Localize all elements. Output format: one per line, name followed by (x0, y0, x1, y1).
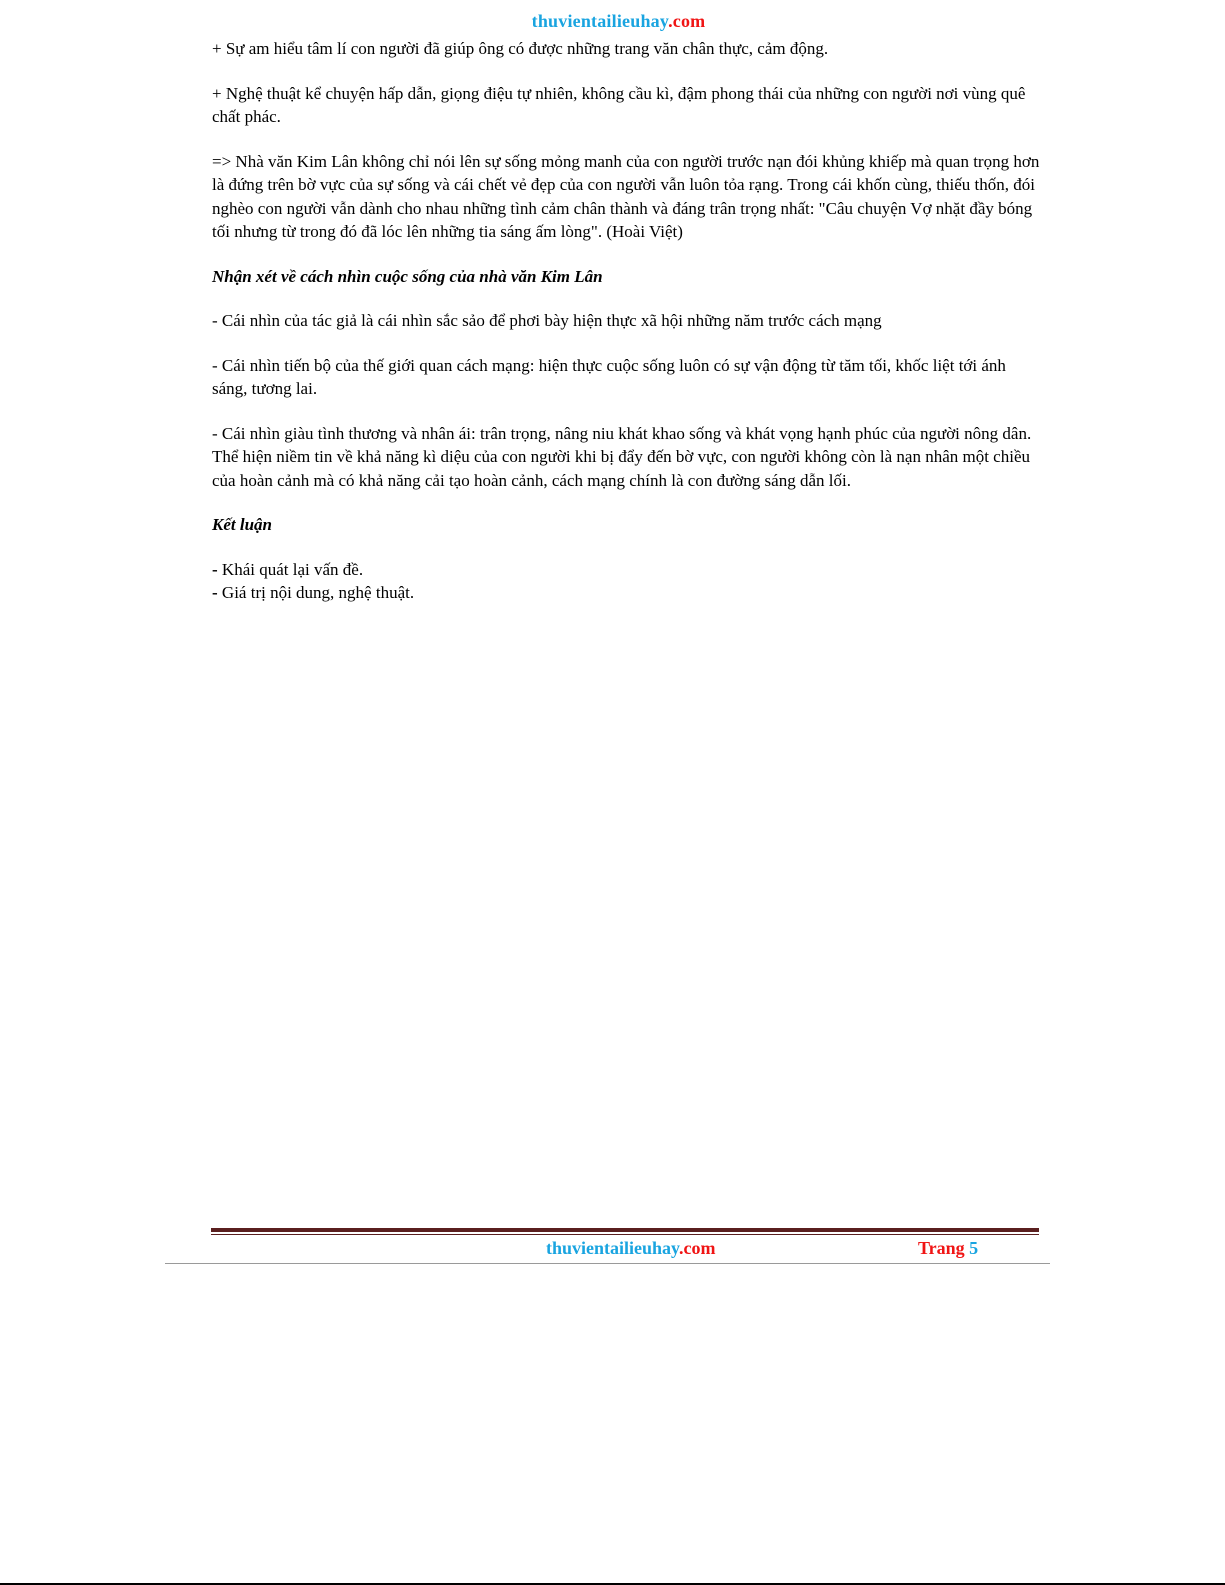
page-number-label (918, 1238, 978, 1259)
footer-divider (211, 1228, 1039, 1235)
document-body (212, 37, 1042, 605)
section-heading-conclusion: Kết luận (212, 515, 272, 534)
footer-divider-thick (211, 1228, 1039, 1232)
paragraph-perspective-sharp: - Cái nhìn của tác giả là cái nhìn sắc sảo để phơi bày hiện thực xã hội những năm trước cách mạng (212, 311, 882, 330)
page-label: Trang (918, 1238, 970, 1258)
conclusion-item (212, 558, 1042, 582)
conclusion-item-text: Khái quát lại vấn đề. (217, 559, 364, 579)
page-bottom-edge (165, 1263, 1050, 1264)
paragraph-summary: => Nhà văn Kim Lân không chỉ nói lên sự sống mỏng manh của con người trước nạn đói khủng khiếp mà quan trọng hơn là đứng trên bờ vực của sự sống và cái chết vẻ đẹp của con người vẫn luôn tỏa rạng. Trong cái khốn cùng, thiếu thốn, đói nghèo con người vẫn dành cho nhau những tình cảm chân thành và đáng trân trọng nhất: "Câu chuyện Vợ nhặt đầy bóng tối nhưng từ trong đó đã lóc lên những tia sáng ấm lòng". (Hoài Việt) (212, 151, 1040, 241)
header-brand-tld: .com (668, 11, 706, 31)
footer-site-brand[interactable] (546, 1238, 716, 1259)
paragraph-narrative-art: + Nghệ thuật kể chuyện hấp dẫn, giọng điệu tự nhiên, không cầu kì, đậm phong thái của những con người nơi vùng quê chất phác. (212, 83, 1026, 126)
conclusion-item-text: Giá trị nội dung, nghệ thuật. (217, 583, 415, 602)
list-dash: - (212, 559, 218, 579)
paragraph-perspective-humane: - Cái nhìn giàu tình thương và nhân ái: trân trọng, nâng niu khát khao sống và khát vọng hạnh phúc của người nông dân. Thể hiện niềm tin về khả năng kì diệu của con người khi bị đẩy đến bờ vực, con người không còn là nạn nhân một chiều của hoàn cảnh mà có khả năng cải tạo hoàn cảnh, cách mạng chính là con đường sáng dẫn lối. (212, 423, 1032, 490)
footer-brand-name: thuvientailieuhay (546, 1238, 680, 1258)
list-dash: - (212, 583, 218, 602)
header-brand-name: thuvientailieuhay (531, 11, 669, 31)
paragraph-psychology: + Sự am hiểu tâm lí con người đã giúp ông có được những trang văn chân thực, cảm động. (212, 39, 829, 58)
header-site-brand[interactable] (0, 11, 1225, 32)
footer-divider-thin (211, 1234, 1039, 1235)
section-heading-perspective: Nhận xét về cách nhìn cuộc sống của nhà văn Kim Lân (212, 266, 603, 286)
footer-brand-tld: .com (679, 1238, 716, 1258)
paragraph-perspective-progressive: - Cái nhìn tiến bộ của thế giới quan cách mạng: hiện thực cuộc sống luôn có sự vận động từ tăm tối, khốc liệt tới ánh sáng, tương lai. (212, 355, 1006, 398)
conclusion-item (212, 581, 1042, 605)
page-number: 5 (969, 1238, 979, 1258)
